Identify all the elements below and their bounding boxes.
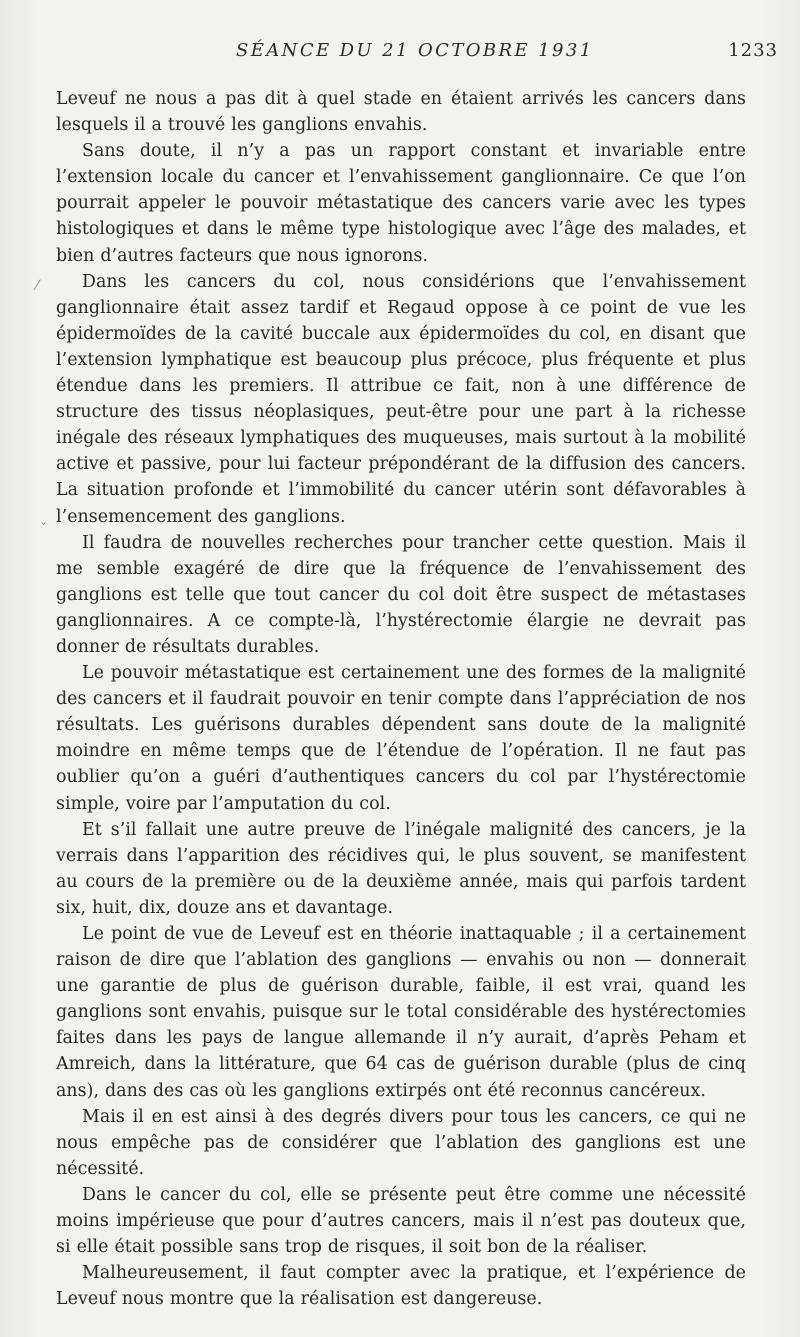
- paragraph: Le pouvoir métastatique est certainement une des formes de la malignité des cancers et il faudrait pouvoir en tenir compte dans l’appréciation de nos résultats. Les guérisons durables dépendent sans doute de la malignité moindre en même temps que de l’étendue de l’opération. Il ne faut pas oublier qu’on a guéri d’authentiques cancers du col par l’hystérectomie simple, voire par l’amputation du col.: [56, 663, 746, 814]
- paragraph: Il faudra de nouvelles recherches pour trancher cette question. Mais il me semble exagéré de dire que la fréquence de l’envahissement des ganglions est telle que tout cancer du col doit être suspect de métastases ganglionnaires. A ce compte-là, l’hystérectomie élargie ne devrait pas donner de résultats durables.: [56, 532, 746, 657]
- page-number: 1233: [728, 40, 778, 61]
- paragraph: Malheureusement, il faut compter avec la pratique, et l’expérience de Leveuf nous montre que la réalisation est dangereuse.: [56, 1263, 746, 1310]
- margin-pencil-mark: ˇ: [40, 522, 47, 538]
- page-header: [0, 40, 800, 66]
- paragraph: Et s’il fallait une autre preuve de l’inégale malignité des cancers, je la verrais dans l’apparition des récidives qui, le plus souvent, se manifestent au cours de la première ou de la deuxième année, mais qui parfois tardent six, huit, dix, douze ans et davantage.: [56, 819, 746, 918]
- body-text: [56, 86, 746, 1312]
- paragraph: Dans le cancer du col, elle se présente peut être comme une nécessité moins impérieuse que pour d’autres cancers, mais il n’est pas douteux que, si elle était possible sans trop de risques, il soit bon de la réaliser.: [56, 1184, 746, 1258]
- paragraph: Sans doute, il n’y a pas un rapport constant et invariable entre l’extension locale du cancer et l’envahissement ganglionnaire. Ce que l’on pourrait appeler le pouvoir métastatique des cancers varie avec les types histologiques et dans le même type histologique avec l’âge des malades, et bien d’autres facteurs que nous ignorons.: [56, 141, 746, 266]
- paragraph: Dans les cancers du col, nous considérions que l’envahissement ganglionnaire était assez tardif et Regaud oppose à ce point de vue les épidermoïdes de la cavité buccale aux épidermoïdes du col, en disant que l’extension lymphatique est beaucoup plus précoce, plus fréquente et plus étendue dans les premiers. Il attribue ce fait, non à une différence de structure des tissus néoplasiques, peut-être pour une part à la richesse inégale des réseaux lymphatiques des muqueuses, mais surtout à la mobilité active et passive, pour lui facteur prépondérant de la diffusion des cancers. La situation profonde et l’immobilité du cancer utérin sont défavorables à l’ensemencement des ganglions.: [56, 271, 746, 527]
- paragraph: Mais il en est ainsi à des degrés divers pour tous les cancers, ce qui ne nous empêche pas de considérer que l’ablation des ganglions est une nécessité.: [56, 1106, 746, 1179]
- running-title: SÉANCE DU 21 OCTOBRE 1931: [236, 40, 594, 61]
- paragraph: Leveuf ne nous a pas dit à quel stade en étaient arrivés les cancers dans lesquels il a trouvé les ganglions envahis.: [56, 89, 746, 136]
- paragraph: Le point de vue de Leveuf est en théorie inattaquable ; il a certainement raison de dire que l’ablation des ganglions — envahis ou non — donnerait une garantie de plus de guérison durable, faible, il est vrai, quand les ganglions sont envahis, puisque sur le total considérable des hystérectomies faites dans les pays de langue allemande il n’y aurait, d’après Peham et Amreich, dans la littérature, que 64 cas de guérison durable (plus de cinq ans), dans des cas où les ganglions extirpés ont été reconnus cancéreux.: [56, 924, 746, 1101]
- margin-pencil-mark: ⁄: [36, 278, 39, 294]
